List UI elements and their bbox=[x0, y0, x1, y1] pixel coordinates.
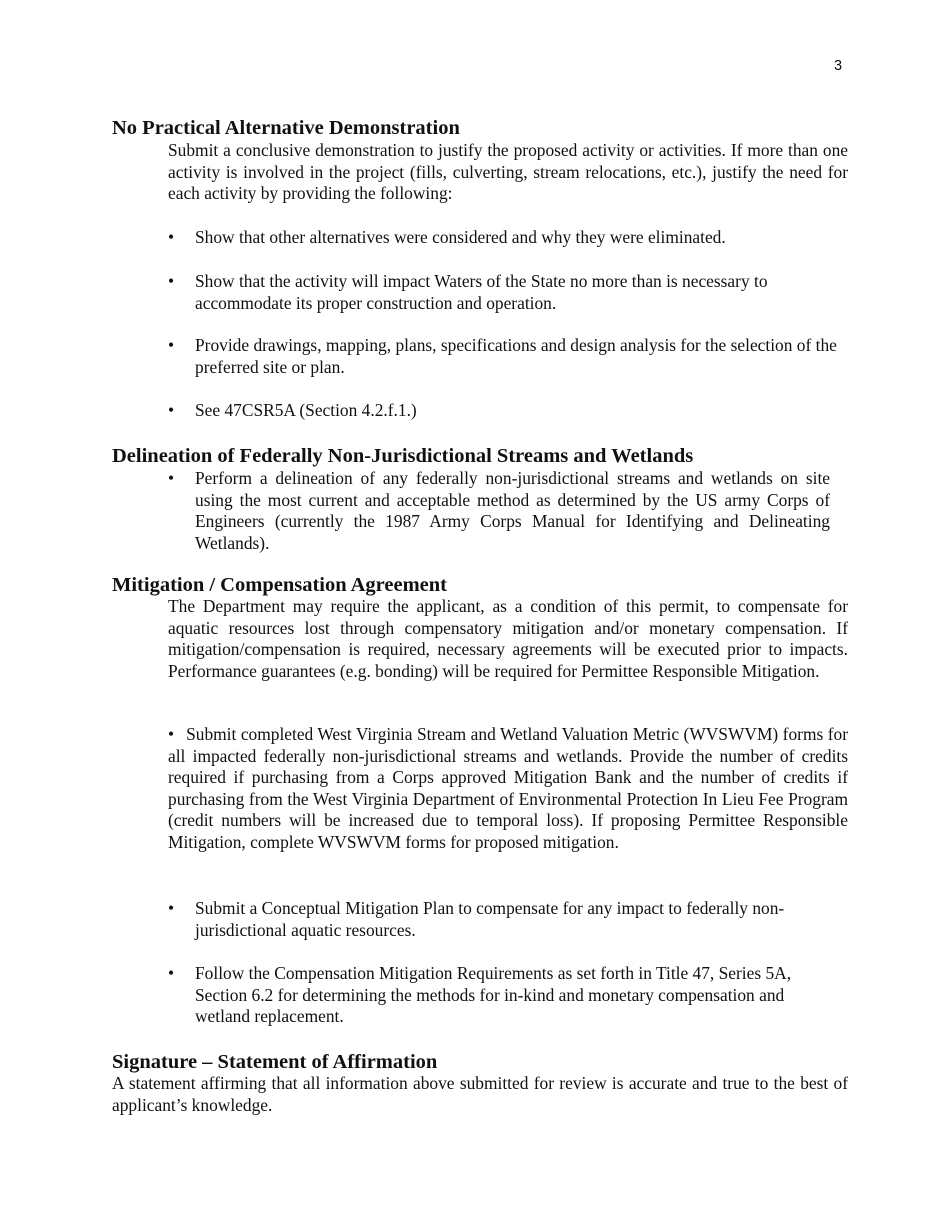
section-heading-mitigation: Mitigation / Compensation Agreement bbox=[112, 574, 447, 596]
bullet-icon: • bbox=[168, 400, 175, 420]
list-item bbox=[168, 963, 843, 1028]
section-heading-signature: Signature – Statement of Affirmation bbox=[112, 1051, 438, 1073]
list-item-text bbox=[168, 724, 848, 853]
list-item-content: Submit completed West Virginia Stream and Wetland Valuation Metric (WVSWVM) forms for all impacted federally non-jurisdictional streams and wetlands. Provide the number of credits required if purchasing from a Corps approved Mitigation Bank and the number of credits if purchasing from the West Virginia Department of Environmental Protection In Lieu Fee Program (credit numbers will be increased due to temporal loss). If proposing Permittee Responsible Mitigation, complete WVSWVM forms for proposed mitigation. bbox=[168, 724, 848, 852]
bullet-icon: • bbox=[168, 898, 175, 918]
section-heading-delineation: Delineation of Federally Non-Jurisdictional Streams and Wetlands bbox=[112, 445, 694, 467]
section-intro-no-practical-alternative bbox=[168, 140, 848, 205]
list-item bbox=[168, 271, 843, 314]
list-item bbox=[168, 898, 843, 941]
list-item bbox=[168, 468, 843, 554]
bullet-icon: • bbox=[168, 724, 175, 744]
list-item-text: See 47CSR5A (Section 4.2.f.1.) bbox=[195, 400, 417, 420]
page-number: 3 bbox=[834, 58, 843, 74]
bullet-icon: • bbox=[168, 271, 175, 291]
bullet-icon: • bbox=[168, 335, 175, 355]
section-intro-signature bbox=[112, 1073, 848, 1116]
list-item-text: Show that the activity will impact Waters of the State no more than is necessary to accommodate its proper construction and operation. bbox=[195, 271, 768, 313]
list-item-text: Follow the Compensation Mitigation Requirements as set forth in Title 47, Series 5A, Section 6.2 for determining the methods for in-kind and monetary compensation and wetland replacement. bbox=[195, 963, 792, 1026]
bullet-icon: • bbox=[168, 963, 175, 983]
list-item-text: Perform a delineation of any federally non-jurisdictional streams and wetlands on site using the most current and acceptable method as determined by the US army Corps of Engineers (currently the 1987 Army Corps Manual for Identifying and Delineating Wetlands). bbox=[195, 468, 830, 553]
list-item bbox=[168, 400, 843, 422]
bullet-icon: • bbox=[168, 227, 175, 247]
section-intro-mitigation bbox=[168, 596, 848, 682]
intro-paragraph: Submit a conclusive demonstration to justify the proposed activity or activities. If more than one activity is involved in the project (fills, culverting, stream relocations, etc.), justify the need for each activity by providing the following: bbox=[168, 140, 848, 203]
intro-paragraph: The Department may require the applicant, as a condition of this permit, to compensate for aquatic resources lost through compensatory mitigation and/or monetary compensation. If mitigation/compensation is required, necessary agreements will be executed prior to impacts. Performance guarantees (e.g. bonding) will be required for Permittee Responsible Mitigation. bbox=[168, 596, 848, 681]
list-item-text: Show that other alternatives were considered and why they were eliminated. bbox=[195, 227, 726, 247]
list-item bbox=[168, 724, 848, 853]
bullet-icon: • bbox=[168, 468, 175, 488]
list-item-text: Submit a Conceptual Mitigation Plan to compensate for any impact to federally non-jurisdictional aquatic resources. bbox=[195, 898, 785, 940]
list-item bbox=[168, 335, 843, 378]
list-item-text: Provide drawings, mapping, plans, specifications and design analysis for the selection of the preferred site or plan. bbox=[195, 335, 837, 377]
list-item bbox=[168, 227, 843, 249]
intro-paragraph: A statement affirming that all information above submitted for review is accurate and true to the best of applicant’s knowledge. bbox=[112, 1073, 848, 1115]
section-heading-no-practical-alternative: No Practical Alternative Demonstration bbox=[112, 117, 460, 139]
